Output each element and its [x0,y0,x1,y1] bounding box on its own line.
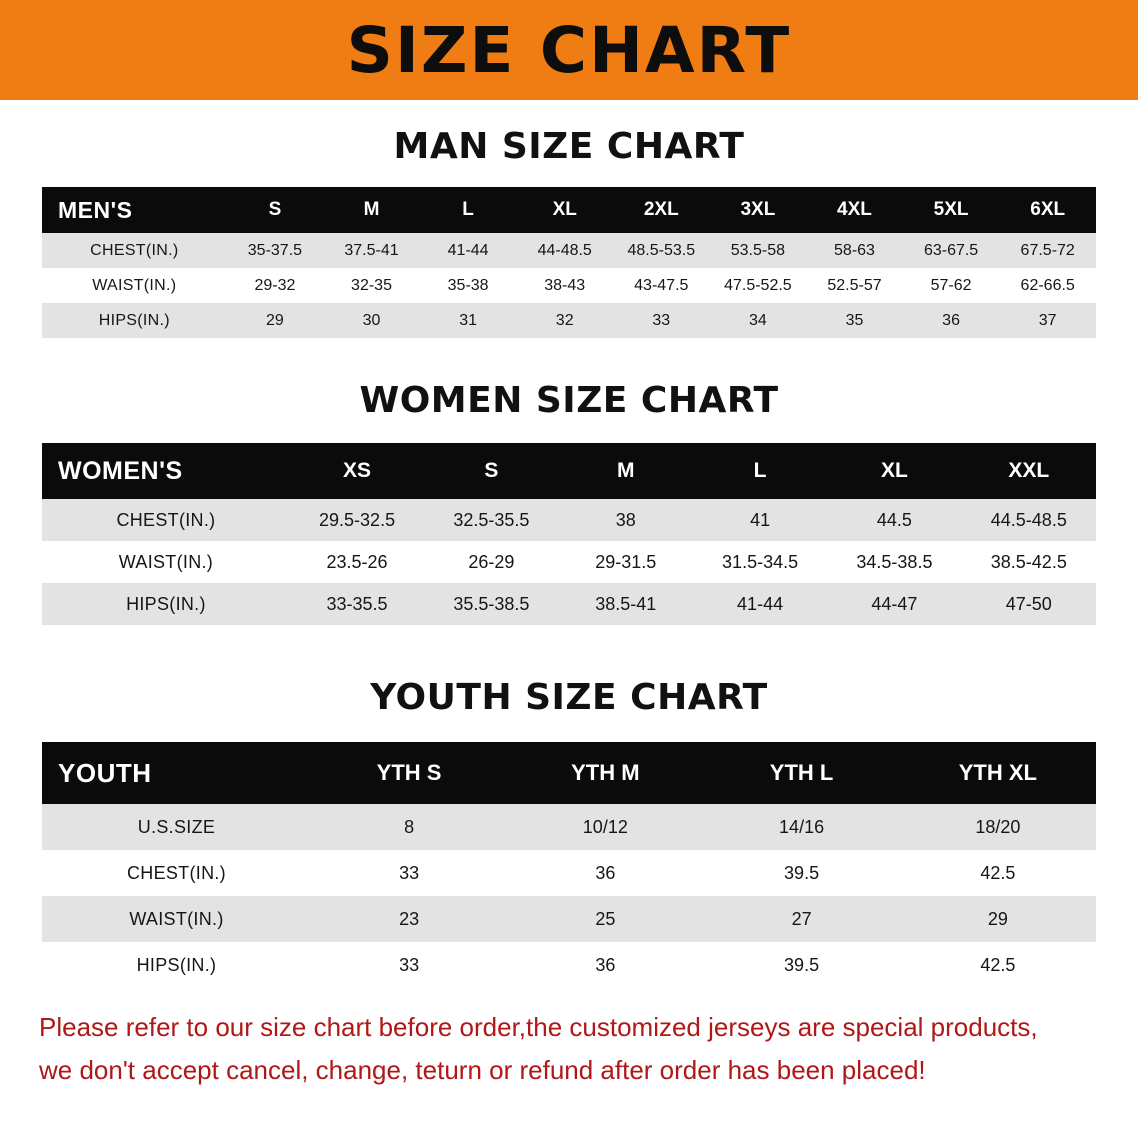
man-row-label: CHEST(IN.) [42,233,227,268]
youth-cell: 39.5 [703,850,899,896]
women-header-label: WOMEN'S [42,443,290,499]
women-cell: 41-44 [693,583,827,625]
youth-cell: 36 [507,850,703,896]
youth-cell: 25 [507,896,703,942]
man-cell: 37.5-41 [323,233,420,268]
women-cell: 31.5-34.5 [693,541,827,583]
man-cell: 29 [227,303,324,338]
youth-cell: 18/20 [900,804,1096,850]
youth-cell: 42.5 [900,850,1096,896]
page-banner [0,0,1138,100]
table-row [42,942,1096,988]
man-size-header: S [227,187,324,233]
women-row-label: WAIST(IN.) [42,541,290,583]
women-table-body [42,499,1096,625]
women-row-label: HIPS(IN.) [42,583,290,625]
women-cell: 29-31.5 [559,541,693,583]
man-cell: 31 [420,303,517,338]
table-row [42,583,1096,625]
women-section-heading: WOMEN SIZE CHART [359,380,779,421]
youth-section-heading: YOUTH SIZE CHART [370,677,768,718]
women-cell: 38.5-42.5 [962,541,1096,583]
table-row [42,499,1096,541]
youth-cell: 33 [311,850,507,896]
women-cell: 29.5-32.5 [290,499,424,541]
women-size-table-wrap [42,443,1096,625]
youth-table-head [42,742,1096,804]
youth-cell: 42.5 [900,942,1096,988]
man-cell: 43-47.5 [613,268,710,303]
disclaimer-line-2: we don't accept cancel, change, teturn or refund after order has been placed! [39,1054,926,1085]
youth-cell: 29 [900,896,1096,942]
youth-cell: 33 [311,942,507,988]
man-cell: 57-62 [903,268,1000,303]
youth-size-header: YTH M [507,742,703,804]
youth-cell: 27 [703,896,899,942]
youth-row-label: HIPS(IN.) [42,942,311,988]
youth-cell: 39.5 [703,942,899,988]
youth-cell: 14/16 [703,804,899,850]
man-header-label: MEN'S [42,187,227,233]
women-cell: 23.5-26 [290,541,424,583]
disclaimer-note [39,1006,1099,1092]
man-size-header: XL [516,187,613,233]
youth-header-row [42,742,1096,804]
table-row [42,268,1096,303]
women-cell: 26-29 [424,541,558,583]
women-cell: 33-35.5 [290,583,424,625]
youth-cell: 36 [507,942,703,988]
man-size-table [42,187,1096,338]
youth-size-header: YTH XL [900,742,1096,804]
women-cell: 38 [559,499,693,541]
women-cell: 44.5-48.5 [962,499,1096,541]
women-size-header: M [559,443,693,499]
youth-header-label: YOUTH [42,742,311,804]
man-size-header: 3XL [710,187,807,233]
man-cell: 67.5-72 [999,233,1096,268]
man-cell: 62-66.5 [999,268,1096,303]
women-cell: 41 [693,499,827,541]
women-size-table [42,443,1096,625]
women-header-row [42,443,1096,499]
youth-row-label: U.S.SIZE [42,804,311,850]
man-cell: 36 [903,303,1000,338]
page-title: SIZE CHART [346,13,792,87]
youth-size-table [42,742,1096,988]
man-cell: 33 [613,303,710,338]
women-cell: 32.5-35.5 [424,499,558,541]
man-cell: 35 [806,303,903,338]
women-size-header: L [693,443,827,499]
women-table-head [42,443,1096,499]
man-cell: 48.5-53.5 [613,233,710,268]
man-cell: 35-38 [420,268,517,303]
women-size-header: XL [827,443,961,499]
women-cell: 38.5-41 [559,583,693,625]
man-size-header: M [323,187,420,233]
women-size-header: XS [290,443,424,499]
youth-table-body [42,804,1096,988]
women-cell: 44.5 [827,499,961,541]
man-row-label: HIPS(IN.) [42,303,227,338]
man-cell: 34 [710,303,807,338]
women-cell: 44-47 [827,583,961,625]
table-row [42,303,1096,338]
youth-cell: 10/12 [507,804,703,850]
man-cell: 30 [323,303,420,338]
youth-size-header: YTH L [703,742,899,804]
man-size-header: 2XL [613,187,710,233]
table-row [42,541,1096,583]
women-row-label: CHEST(IN.) [42,499,290,541]
women-cell: 35.5-38.5 [424,583,558,625]
man-cell: 37 [999,303,1096,338]
man-cell: 52.5-57 [806,268,903,303]
youth-size-table-wrap [42,742,1096,988]
man-cell: 53.5-58 [710,233,807,268]
man-header-row [42,187,1096,233]
man-size-header: 4XL [806,187,903,233]
women-size-header: S [424,443,558,499]
man-size-header: 6XL [999,187,1096,233]
man-cell: 63-67.5 [903,233,1000,268]
table-row [42,233,1096,268]
youth-cell: 23 [311,896,507,942]
man-table-head [42,187,1096,233]
man-table-body [42,233,1096,338]
youth-size-header: YTH S [311,742,507,804]
youth-row-label: WAIST(IN.) [42,896,311,942]
man-cell: 41-44 [420,233,517,268]
man-cell: 32 [516,303,613,338]
women-cell: 34.5-38.5 [827,541,961,583]
man-cell: 29-32 [227,268,324,303]
women-cell: 47-50 [962,583,1096,625]
women-size-header: XXL [962,443,1096,499]
man-cell: 47.5-52.5 [710,268,807,303]
man-section-heading: MAN SIZE CHART [393,126,745,167]
man-size-table-wrap [42,187,1096,338]
man-cell: 35-37.5 [227,233,324,268]
man-size-header: 5XL [903,187,1000,233]
man-cell: 58-63 [806,233,903,268]
man-cell: 38-43 [516,268,613,303]
man-cell: 32-35 [323,268,420,303]
youth-row-label: CHEST(IN.) [42,850,311,896]
disclaimer-line-1: Please refer to our size chart before order,the customized jerseys are special products, [39,1012,1038,1042]
man-size-header: L [420,187,517,233]
table-row [42,850,1096,896]
table-row [42,804,1096,850]
man-cell: 44-48.5 [516,233,613,268]
man-row-label: WAIST(IN.) [42,268,227,303]
youth-cell: 8 [311,804,507,850]
table-row [42,896,1096,942]
